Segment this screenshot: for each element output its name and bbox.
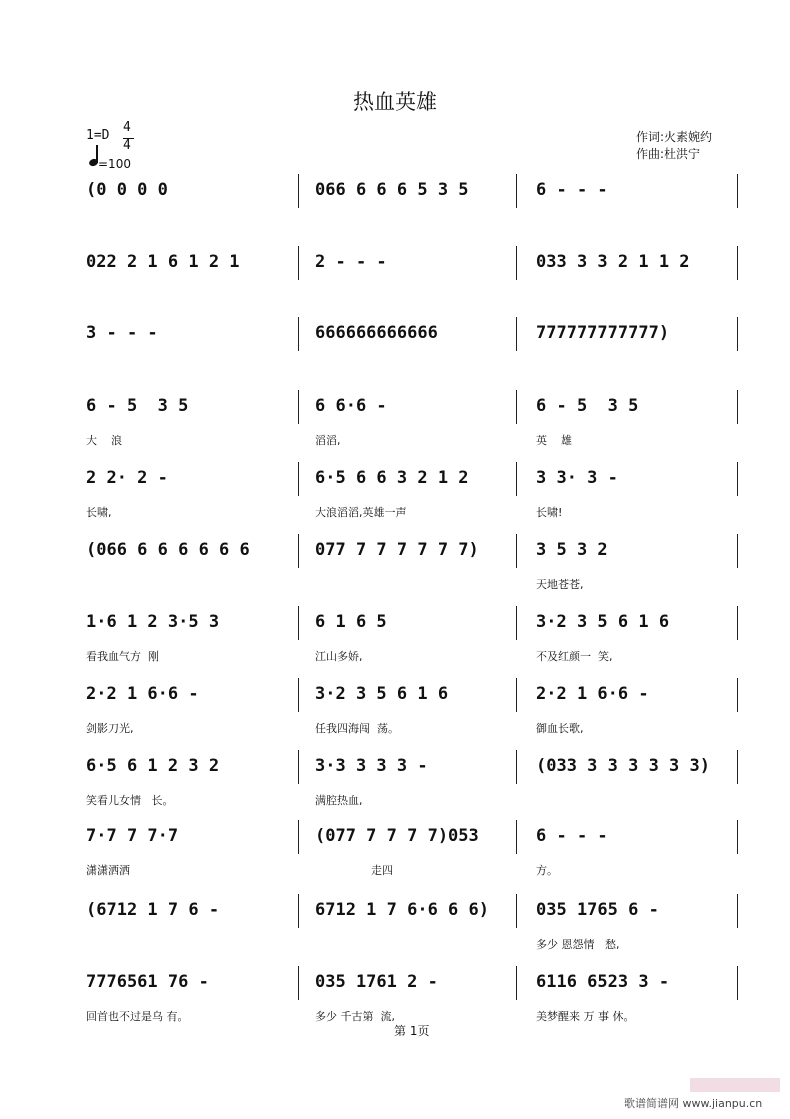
- lyric-text: 走四: [315, 864, 393, 877]
- lyric-text: 美梦醒来 万 事 休。: [536, 1010, 635, 1023]
- bar-line: [737, 606, 738, 640]
- measure-notes: 3 5 3 2: [536, 540, 608, 560]
- measure-notes: 1·6 1 2 3·5 3: [86, 612, 220, 632]
- measure-notes: 3·3 3 3 3 -: [315, 756, 428, 776]
- measure-notes: 6 6·6 -: [315, 396, 387, 416]
- bar-line: [516, 750, 517, 784]
- measure-notes: 777777777777): [536, 323, 670, 343]
- lyric-text: 方。: [536, 864, 558, 877]
- measure-notes: 7776561 76 -: [86, 972, 209, 992]
- measure-notes: 6 - 5 3 5: [86, 396, 189, 416]
- bar-line: [298, 462, 299, 496]
- bar-line: [516, 246, 517, 280]
- measure-notes: 6 1 6 5: [315, 612, 387, 632]
- measure-notes: 2·2 1 6·6 -: [86, 684, 199, 704]
- measure-notes: 3·2 3 5 6 1 6: [315, 684, 449, 704]
- bar-line: [516, 317, 517, 351]
- lyric-text: 多少 恩怨情 愁,: [536, 938, 620, 951]
- bar-line: [298, 174, 299, 208]
- measure-notes: 035 1765 6 -: [536, 900, 659, 920]
- watermark-text: 歌谱简谱网 www.jianpu.cn: [624, 1097, 763, 1110]
- lyric-text: 不及红颜一 笑,: [536, 650, 613, 663]
- lyric-text: 多少 千古第 流,: [315, 1010, 395, 1023]
- lyric-text: 看我血气方 刚: [86, 650, 159, 663]
- measure-notes: 3 - - -: [86, 323, 158, 343]
- bar-line: [298, 894, 299, 928]
- lyric-text: 滔滔,: [315, 434, 341, 447]
- measure-notes: 6712 1 7 6·6 6 6): [315, 900, 489, 920]
- lyric-text: 潇潇洒洒: [86, 864, 130, 877]
- watermark-logo-icon: [690, 1078, 780, 1092]
- lyric-text: 英 雄: [536, 434, 572, 447]
- bar-line: [298, 246, 299, 280]
- measure-notes: 2·2 1 6·6 -: [536, 684, 649, 704]
- bar-line: [737, 390, 738, 424]
- bar-line: [298, 317, 299, 351]
- measure-notes: 066 6 6 6 5 3 5: [315, 180, 469, 200]
- measure-notes: 2 - - -: [315, 252, 387, 272]
- lyric-text: 剑影刀光,: [86, 722, 134, 735]
- bar-line: [298, 750, 299, 784]
- bar-line: [737, 246, 738, 280]
- lyric-text: 长啸!: [536, 506, 563, 519]
- bar-line: [516, 606, 517, 640]
- bar-line: [516, 820, 517, 854]
- bar-line: [737, 678, 738, 712]
- lyric-text: 江山多娇,: [315, 650, 363, 663]
- bar-line: [298, 820, 299, 854]
- bar-line: [516, 894, 517, 928]
- bar-line: [516, 534, 517, 568]
- bar-line: [516, 966, 517, 1000]
- bar-line: [516, 174, 517, 208]
- measure-notes: 6·5 6 6 3 2 1 2: [315, 468, 469, 488]
- measure-notes: 033 3 3 2 1 1 2: [536, 252, 690, 272]
- measure-notes: 666666666666: [315, 323, 438, 343]
- bar-line: [737, 462, 738, 496]
- lyric-text: 大 浪: [86, 434, 122, 447]
- bar-line: [298, 966, 299, 1000]
- measure-notes: 077 7 7 7 7 7 7): [315, 540, 479, 560]
- measure-notes: (6712 1 7 6 -: [86, 900, 220, 920]
- measure-notes: 7·7 7 7·7: [86, 826, 179, 846]
- bar-line: [737, 966, 738, 1000]
- measure-notes: 022 2 1 6 1 2 1: [86, 252, 240, 272]
- lyric-text: 长啸,: [86, 506, 112, 519]
- bar-line: [516, 462, 517, 496]
- composer-credit: 作曲:杜洪宁: [636, 147, 701, 161]
- lyric-text: 任我四海闯 荡。: [315, 722, 399, 735]
- bar-line: [516, 678, 517, 712]
- bar-line: [737, 750, 738, 784]
- bar-line: [737, 534, 738, 568]
- lyric-text: 御血长歌,: [536, 722, 584, 735]
- lyric-text: 大浪滔滔,英雄一声: [315, 506, 407, 519]
- bar-line: [298, 390, 299, 424]
- measure-notes: 6·5 6 1 2 3 2: [86, 756, 220, 776]
- measure-notes: 035 1761 2 -: [315, 972, 438, 992]
- bar-line: [737, 174, 738, 208]
- tempo-marking: =100: [98, 157, 131, 171]
- measure-notes: 3·2 3 5 6 1 6: [536, 612, 670, 632]
- bar-line: [516, 390, 517, 424]
- lyric-text: 笑看儿女情 长。: [86, 794, 174, 807]
- bar-line: [298, 534, 299, 568]
- page-number: 第 1页: [394, 1024, 430, 1038]
- measure-notes: (066 6 6 6 6 6 6: [86, 540, 250, 560]
- time-signature-top: 4: [123, 120, 131, 135]
- song-title: 热血英雄: [353, 90, 437, 114]
- lyric-text: 天地苍苍,: [536, 578, 584, 591]
- measure-notes: 6 - 5 3 5: [536, 396, 639, 416]
- bar-line: [737, 894, 738, 928]
- measure-notes: (0 0 0 0: [86, 180, 168, 200]
- bar-line: [298, 606, 299, 640]
- bar-line: [737, 317, 738, 351]
- measure-notes: 6 - - -: [536, 180, 608, 200]
- lyric-text: 回首也不过是乌 有。: [86, 1010, 189, 1023]
- bar-line: [298, 678, 299, 712]
- measure-notes: 6116 6523 3 -: [536, 972, 670, 992]
- measure-notes: (033 3 3 3 3 3 3): [536, 756, 710, 776]
- bar-line: [737, 820, 738, 854]
- measure-notes: (077 7 7 7 7)053: [315, 826, 479, 846]
- measure-notes: 2 2· 2 -: [86, 468, 168, 488]
- measure-notes: 6 - - -: [536, 826, 608, 846]
- lyric-text: 满腔热血,: [315, 794, 363, 807]
- measure-notes: 3 3· 3 -: [536, 468, 618, 488]
- time-signature-bottom: 4: [123, 138, 131, 153]
- key-signature: 1=D: [86, 128, 110, 143]
- lyricist-credit: 作词:火素婉约: [636, 130, 713, 144]
